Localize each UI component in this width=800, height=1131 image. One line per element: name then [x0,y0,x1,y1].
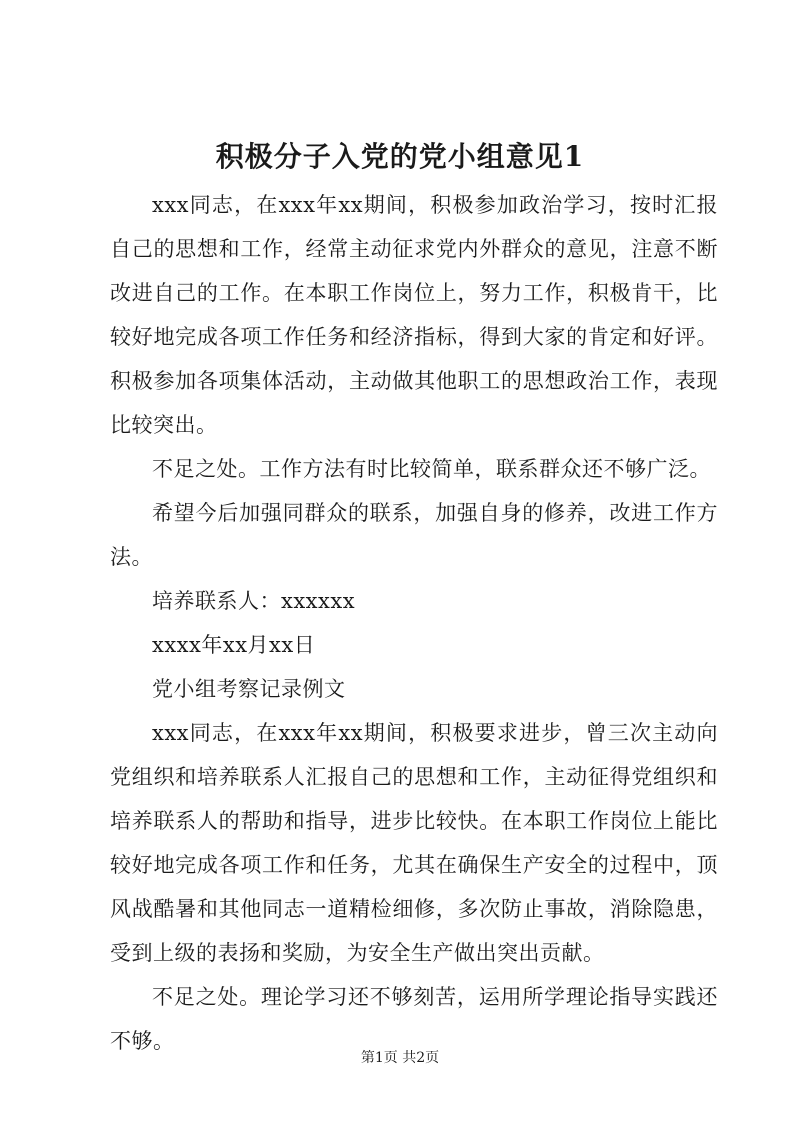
page-number-footer: 第1页 共2页 [360,1050,440,1066]
paragraph-hope: 希望今后加强同群众的联系，加强自身的修养，改进工作方法。 [110,501,718,569]
paragraph-evaluation-2: xxx同志，在xxx年xx期间，积极要求进步，曾三次主动向党组织和培养联系人汇报自己的思想和工作，主动征得党组织和培养联系人的帮助和指导，进步比较快。在本职工作岗位上能比较好地完成各项工作和任务，尤其在确保生产安全的过程中，顶风战酷暑和其他同志一道精检细修，多次防止事故，消除隐患，受到上级的表扬和奖励，为安全生产做出突出贡献。 [110,721,718,965]
document-title: 积极分子入党的党小组意见1 [215,140,585,173]
paragraph-evaluation-1: xxx同志，在xxx年xx期间，积极参加政治学习，按时汇报自己的思想和工作，经常主动征求党内外群众的意见，注意不断改进自己的工作。在本职工作岗位上，努力工作，积极肯干，比较好地完成各项工作任务和经济指标，得到大家的肯定和好评。积极参加各项集体活动，主动做其他职工的思想政治工作，表现比较突出。 [110,193,718,437]
paragraph-shortcomings-1: 不足之处。工作方法有时比较简单，联系群众还不够广泛。 [152,457,711,481]
paragraph-date: xxxx年xx月xx日 [152,633,316,657]
paragraph-contact-person: 培养联系人：xxxxxx [152,589,356,613]
document-body [110,183,718,1063]
paragraph-section-heading: 党小组考察记录例文 [152,677,346,701]
paragraph-shortcomings-2: 不足之处。理论学习还不够刻苦，运用所学理论指导实践还不够。 [110,985,718,1053]
